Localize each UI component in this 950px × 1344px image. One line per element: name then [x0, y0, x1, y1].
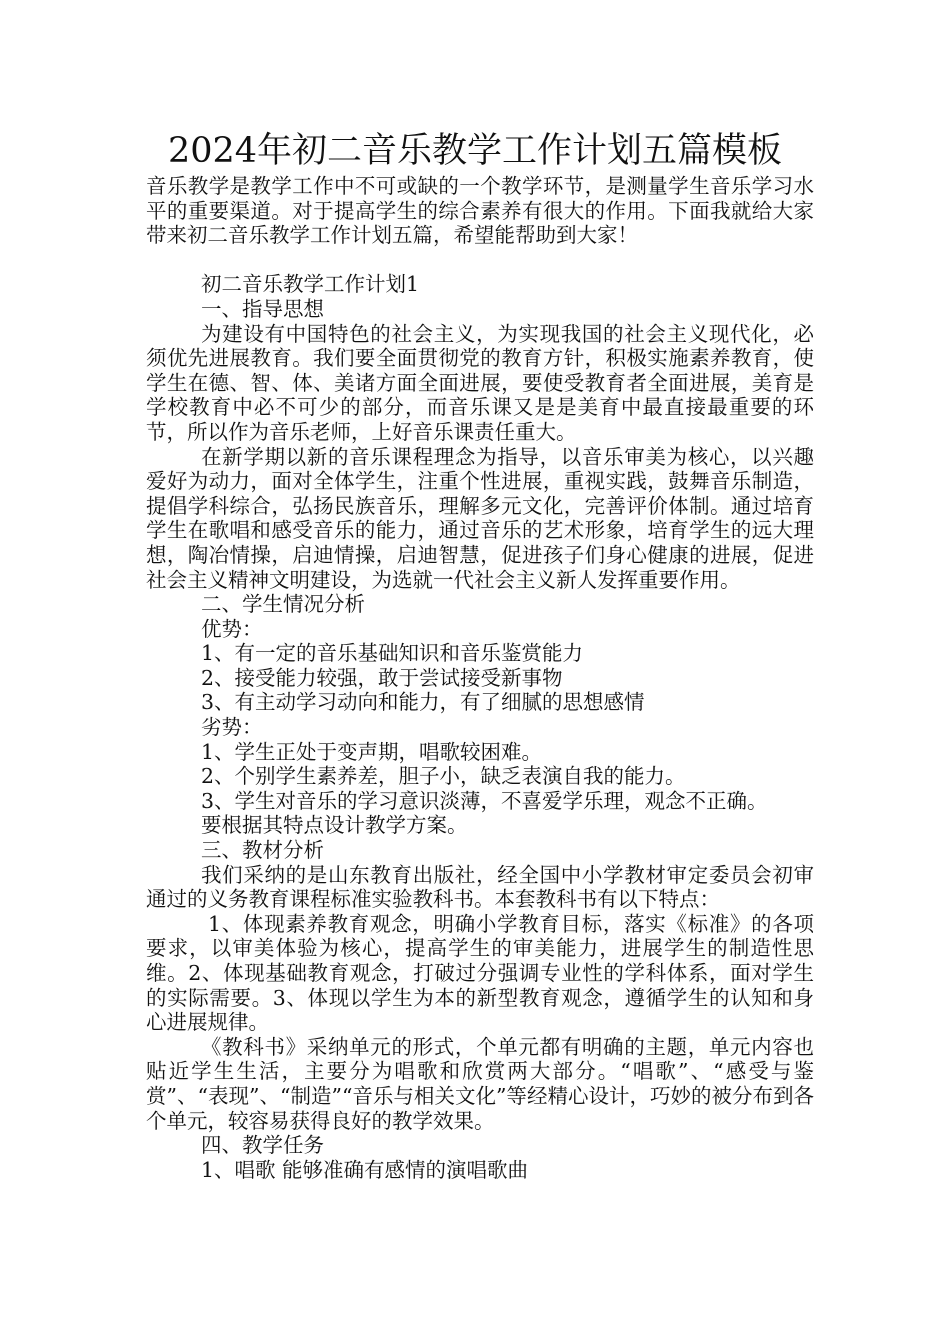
- section-4-heading: 四、教学任务: [201, 1133, 324, 1158]
- section-2-heading: 二、学生情况分析: [201, 592, 365, 617]
- section-1-paragraph-1: 为建设有中国特色的社会主义，为实现我国的社会主义现代化，必须优先进展教育。我们要全面贯彻党的教育方针，积极实施素养教育，使学生在德、智、体、美诸方面全面进展，要使受教育者全面进展，美育是学校教育中必不可少的部分，而音乐课又是是美育中最直接最重要的环节，所以作为音乐老师，上好音乐课责任重大。: [146, 321, 814, 444]
- document-body: [146, 174, 814, 1182]
- weakness-item: 1、学生正处于变声期，唱歌较困难。: [201, 739, 543, 764]
- strength-item: 3、有主动学习动向和能力，有了细腻的思想感情: [201, 690, 645, 715]
- weakness-item: 2、个别学生素养差，胆子小，缺乏表演自我的能力。: [201, 764, 686, 789]
- plan-heading: 初二音乐教学工作计划1: [201, 272, 420, 297]
- section-3-heading: 三、教材分析: [201, 838, 324, 863]
- document-title: 2024年初二音乐教学工作计划五篇模板: [167, 131, 783, 171]
- strengths-label: 优势：: [201, 616, 263, 641]
- section-2-conclusion: 要根据其特点设计教学方案。: [201, 813, 468, 838]
- intro-paragraph: 音乐教学是教学工作中不可或缺的一个教学环节，是测量学生音乐学习水平的重要渠道。对于提高学生的综合素养有很大的作用。下面我就给大家带来初二音乐教学工作计划五篇，希望能帮助到大家！: [146, 174, 814, 248]
- section-1-paragraph-2: 在新学期以新的音乐课程理念为指导，以音乐审美为核心，以兴趣爱好为动力，面对全体学生，注重个性进展，重视实践，鼓舞音乐制造，提倡学科综合，弘扬民族音乐，理解多元文化，完善评价体制。通过培育学生在歌唱和感受音乐的能力，通过音乐的艺术形象，培育学生的远大理想，陶冶情操，启迪情操，启迪智慧，促进孩子们身心健康的进展，促进社会主义精神文明建设，为选就一代社会主义新人发挥重要作用。: [146, 444, 814, 592]
- section-3-paragraph-2: 1、体现素养教育观念，明确小学教育目标，落实《标准》的各项要求，以审美体验为核心，提高学生的审美能力，进展学生的制造性思维。2、体现基础教育观念，打破过分强调专业性的学科体系，面对学生的实际需要。3、体现以学生为本的新型教育观念，遵循学生的认知和身心进展规律。: [146, 911, 814, 1035]
- section-3-paragraph-1: 我们采纳的是山东教育出版社，经全国中小学教材审定委员会初审通过的义务教育课程标准实验教科书。本套教科书有以下特点：: [146, 862, 814, 912]
- section-1-heading: 一、指导思想: [201, 296, 324, 321]
- section-4-item-1: 1、唱歌 能够准确有感情的演唱歌曲: [201, 1157, 529, 1182]
- weaknesses-label: 劣势：: [201, 715, 263, 740]
- strength-item: 1、有一定的音乐基础知识和音乐鉴赏能力: [201, 641, 584, 666]
- weakness-item: 3、学生对音乐的学习意识淡薄，不喜爱学乐理，观念不正确。: [201, 788, 768, 813]
- section-3-paragraph-3: 《教科书》采纳单元的形式，个单元都有明确的主题，单元内容也贴近学生生活，主要分为唱歌和欣赏两大部分。“唱歌”、“感受与鉴赏”、“表现”、“制造”“音乐与相关文化”等经精心设计，巧妙的被分布到各个单元，较容易获得良好的教学效果。: [146, 1034, 814, 1133]
- strength-item: 2、接受能力较强，敢于尝试接受新事物: [201, 665, 563, 690]
